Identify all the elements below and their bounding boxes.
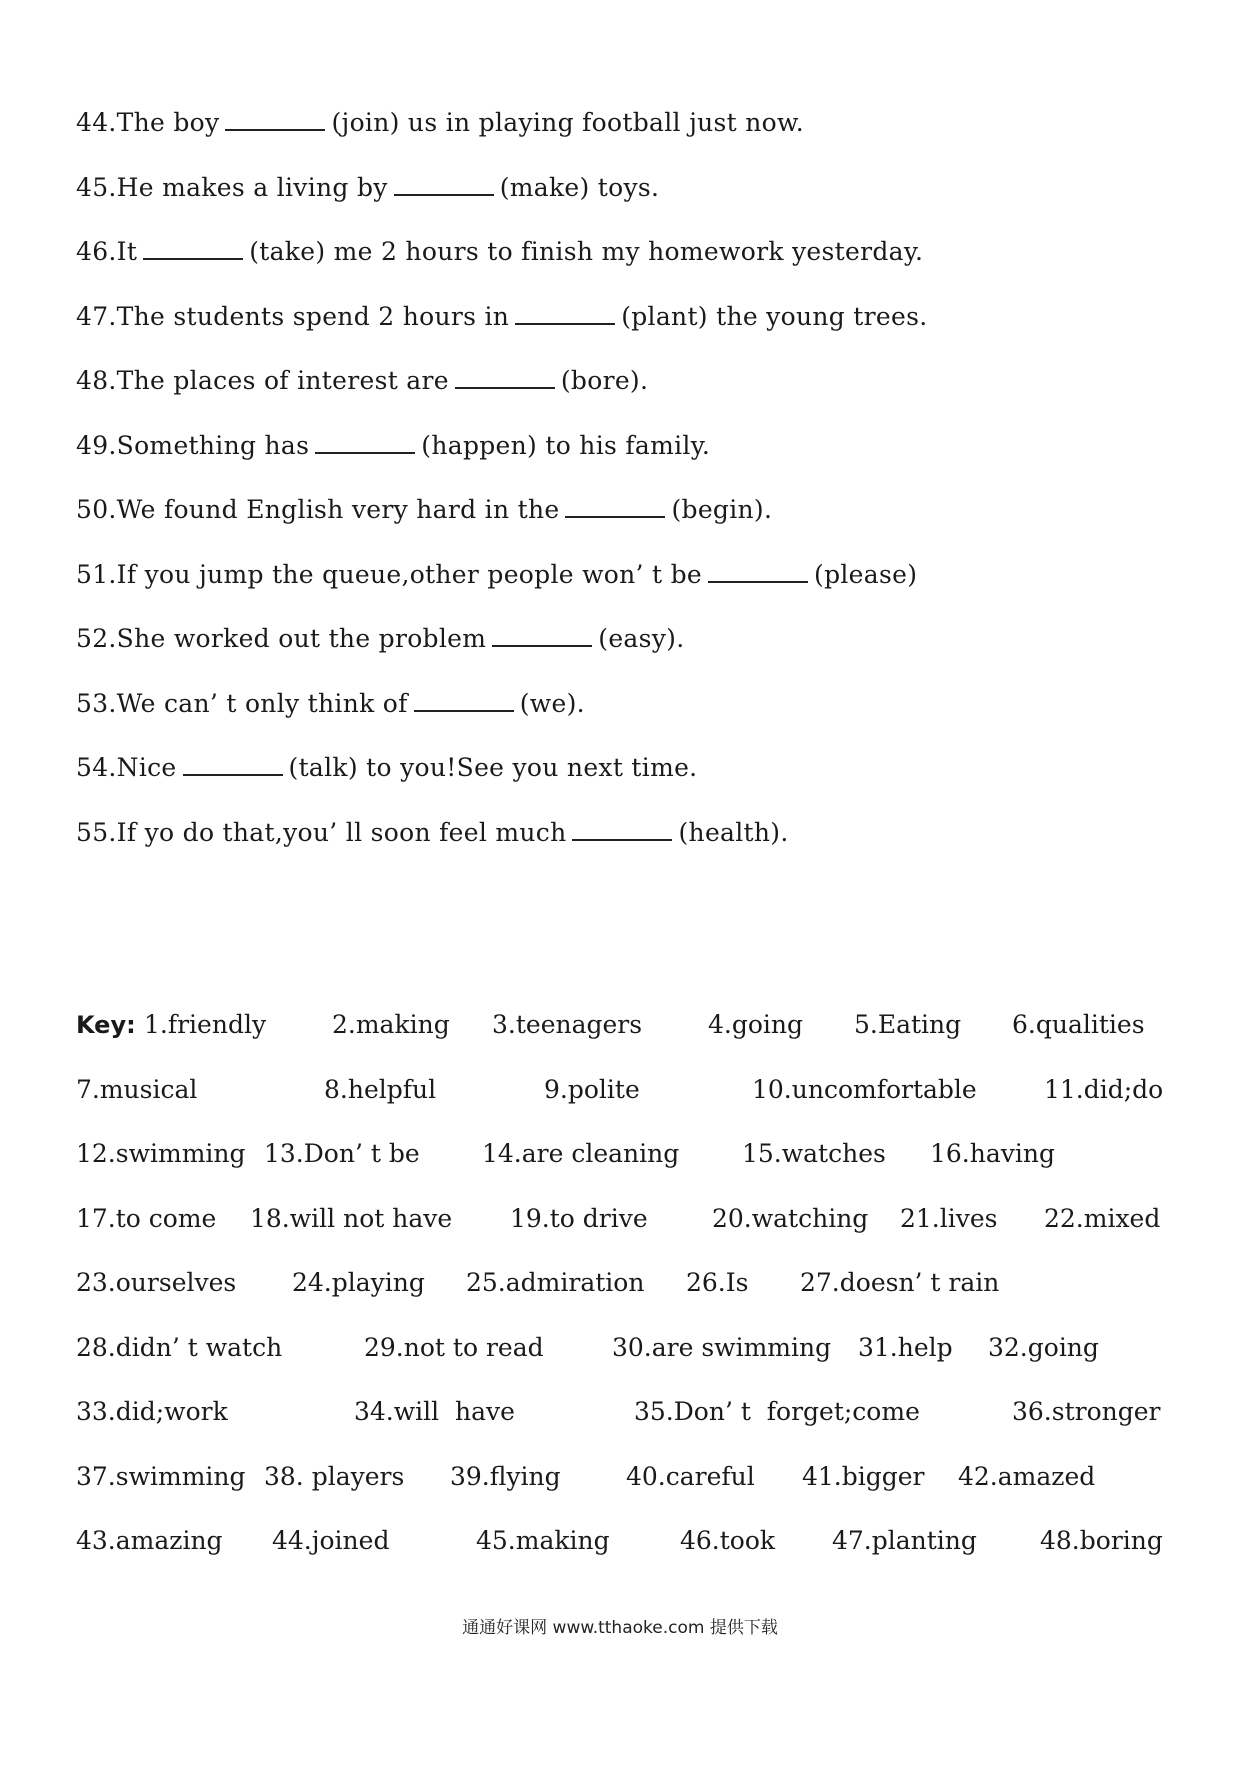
- key-item: 5.Eating: [854, 1010, 962, 1039]
- key-item: 14.are cleaning: [482, 1139, 680, 1168]
- key-item: 29.not to read: [364, 1333, 544, 1362]
- key-item: 45.making: [476, 1526, 610, 1555]
- answer-blank[interactable]: [492, 623, 592, 647]
- question-46: 46.It (take) me 2 hours to finish my homework yesterday.: [76, 237, 924, 266]
- question-55: 55.If yo do that,you’ ll soon feel much (health).: [76, 818, 789, 847]
- key-item: 47.planting: [832, 1526, 977, 1555]
- key-item: 31.help: [858, 1333, 953, 1362]
- key-item: 1.friendly: [144, 1010, 267, 1039]
- question-54: 54.Nice (talk) to you!See you next time.: [76, 753, 698, 782]
- key-item: 39.flying: [450, 1462, 561, 1491]
- key-item: 38. players: [264, 1462, 405, 1491]
- key-item: 44.joined: [272, 1526, 390, 1555]
- key-item: 35.Don’ t forget;come: [634, 1397, 920, 1426]
- answer-blank[interactable]: [394, 172, 494, 196]
- answer-blank[interactable]: [225, 107, 325, 131]
- answer-blank[interactable]: [315, 430, 415, 454]
- key-item: 17.to come: [76, 1204, 217, 1233]
- key-item: 40.careful: [626, 1462, 755, 1491]
- key-item: 32.going: [988, 1333, 1099, 1362]
- question-53: 53.We can’ t only think of (we).: [76, 689, 585, 718]
- key-item: 6.qualities: [1012, 1010, 1145, 1039]
- key-item: 3.teenagers: [492, 1010, 643, 1039]
- key-item: 36.stronger: [1012, 1397, 1161, 1426]
- question-49: 49.Something has (happen) to his family.: [76, 431, 711, 460]
- question-52: 52.She worked out the problem (easy).: [76, 624, 685, 653]
- answer-blank[interactable]: [708, 559, 808, 583]
- key-item: 34.will have: [354, 1397, 515, 1426]
- key-item: 23.ourselves: [76, 1268, 237, 1297]
- question-45: 45.He makes a living by (make) toys.: [76, 173, 660, 202]
- key-item: 12.swimming: [76, 1139, 246, 1168]
- key-item: 26.Is: [686, 1268, 749, 1297]
- key-item: 43.amazing: [76, 1526, 223, 1555]
- answer-blank[interactable]: [455, 365, 555, 389]
- key-item: 46.took: [680, 1526, 776, 1555]
- key-item: 9.polite: [544, 1075, 640, 1104]
- key-item: 16.having: [930, 1139, 1055, 1168]
- key-item: 41.bigger: [802, 1462, 925, 1491]
- answer-blank[interactable]: [183, 752, 283, 776]
- question-47: 47.The students spend 2 hours in (plant) the young trees.: [76, 302, 928, 331]
- key-item: 4.going: [708, 1010, 804, 1039]
- key-item: 11.did;do: [1044, 1075, 1164, 1104]
- key-item: 2.making: [332, 1010, 450, 1039]
- key-item: 24.playing: [292, 1268, 425, 1297]
- answer-blank[interactable]: [143, 236, 243, 260]
- key-item: 10.uncomfortable: [752, 1075, 977, 1104]
- key-item: 42.amazed: [958, 1462, 1096, 1491]
- answer-blank[interactable]: [414, 688, 514, 712]
- question-50: 50.We found English very hard in the (begin).: [76, 495, 773, 524]
- key-item: 37.swimming: [76, 1462, 246, 1491]
- key-item: 28.didn’ t watch: [76, 1333, 283, 1362]
- answer-blank[interactable]: [515, 301, 615, 325]
- key-label: Key:: [76, 1011, 136, 1039]
- key-item: 13.Don’ t be: [264, 1139, 420, 1168]
- answer-blank[interactable]: [565, 494, 665, 518]
- key-item: 27.doesn’ t rain: [800, 1268, 1000, 1297]
- key-item: 7.musical: [76, 1075, 198, 1104]
- key-item: 18.will not have: [250, 1204, 453, 1233]
- key-item: 21.lives: [900, 1204, 998, 1233]
- key-item: 19.to drive: [510, 1204, 648, 1233]
- key-item: 15.watches: [742, 1139, 886, 1168]
- key-item: 25.admiration: [466, 1268, 645, 1297]
- key-item: 22.mixed: [1044, 1204, 1161, 1233]
- footer-source-text: 通通好课网 www.tthaoke.com 提供下载: [462, 1618, 778, 1638]
- answer-key-row-9: [76, 1526, 1176, 1766]
- answer-blank[interactable]: [572, 817, 672, 841]
- key-item: 8.helpful: [324, 1075, 437, 1104]
- key-item: 20.watching: [712, 1204, 869, 1233]
- question-48: 48.The places of interest are (bore).: [76, 366, 649, 395]
- question-51: 51.If you jump the queue,other people won’ t be (please): [76, 560, 918, 589]
- key-item: 33.did;work: [76, 1397, 228, 1426]
- key-item: 48.boring: [1040, 1526, 1163, 1555]
- question-44: 44.The boy (join) us in playing football just now.: [76, 108, 804, 137]
- key-item: 30.are swimming: [612, 1333, 832, 1362]
